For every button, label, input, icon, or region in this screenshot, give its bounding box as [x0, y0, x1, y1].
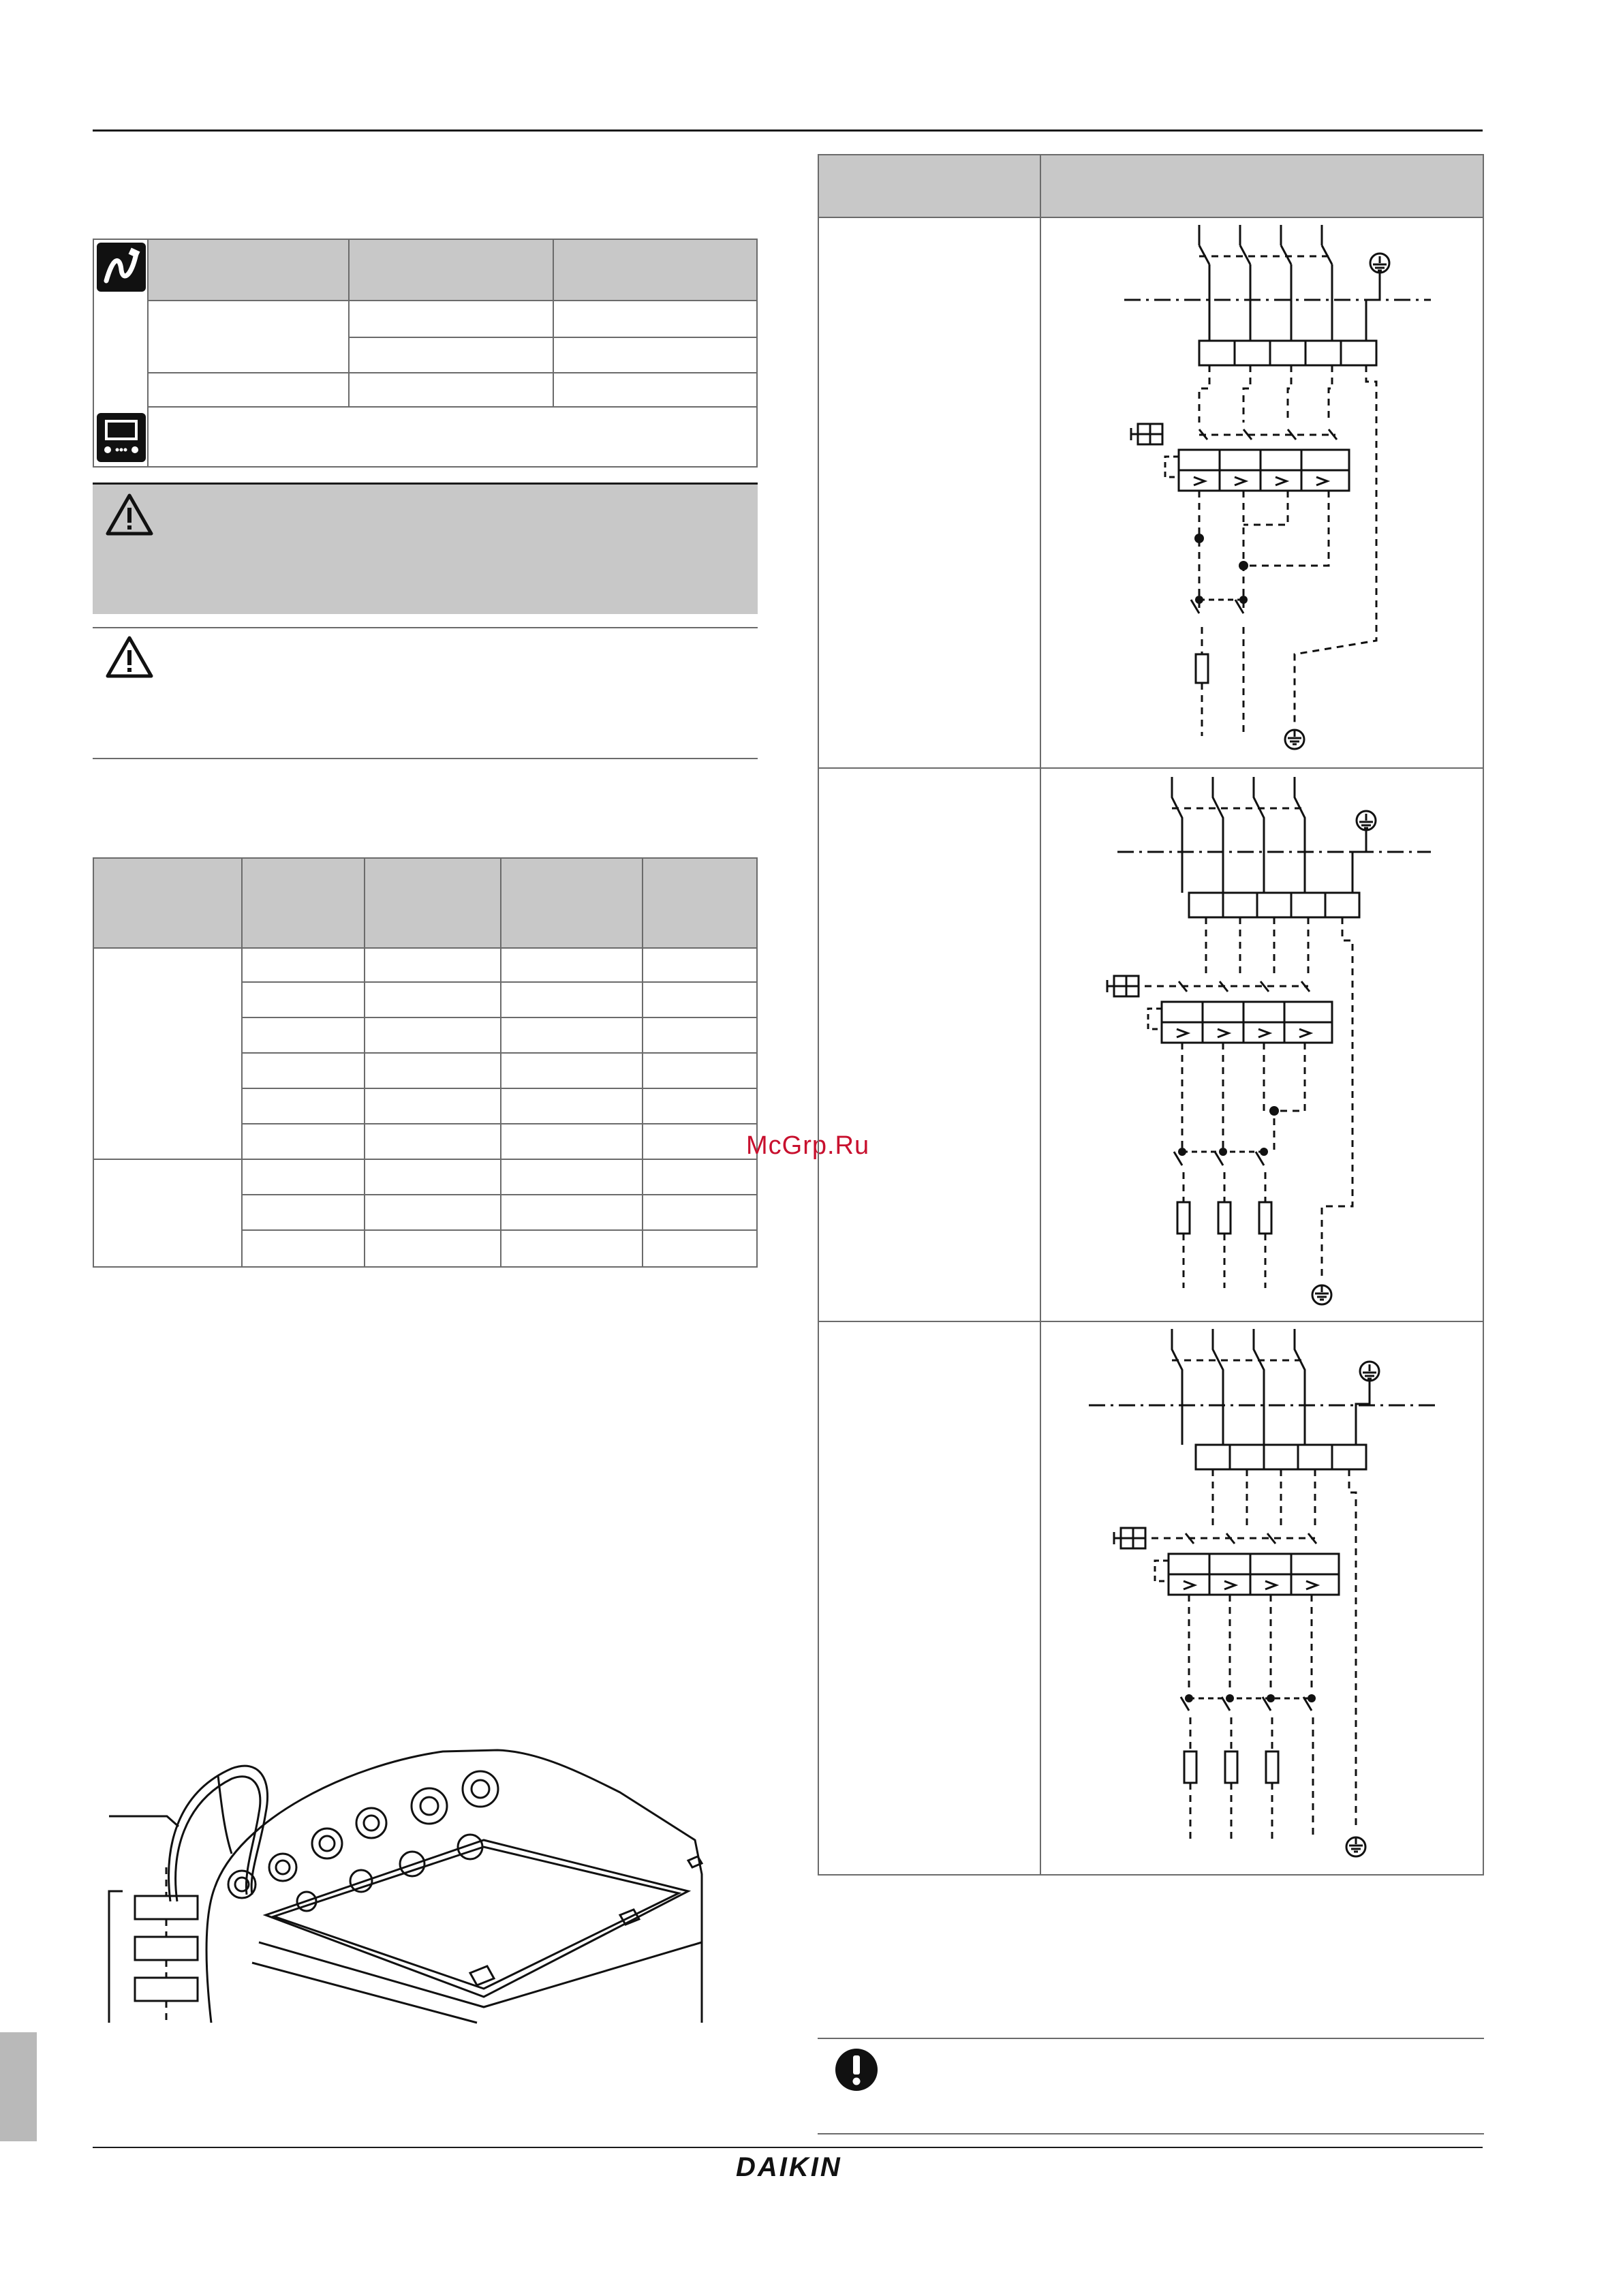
power-table-header — [147, 239, 758, 301]
circuit-diagram-1 — [1111, 218, 1444, 763]
caution-triangle-icon — [105, 635, 154, 679]
notice-box — [818, 2038, 1484, 2134]
chapter-tab — [0, 2032, 37, 2141]
circuit-table-header — [818, 154, 1484, 218]
caution-box — [93, 627, 758, 759]
power-spec-block — [93, 239, 758, 468]
watermark-text: McGrp.Ru — [746, 1131, 870, 1160]
notice-exclamation-icon — [833, 2046, 880, 2094]
circuit-diagram-3 — [1083, 1322, 1451, 1867]
circuit-diagram-2 — [1104, 770, 1444, 1308]
bottom-rule — [93, 2147, 1483, 2148]
user-interface-icon — [97, 413, 146, 462]
wiring-table-header — [93, 857, 758, 949]
brand-logo: DAIKIN — [736, 2152, 842, 2182]
warning-triangle-icon — [105, 493, 154, 536]
wiring-spec-table — [93, 857, 758, 1268]
top-rule — [93, 129, 1483, 132]
warning-box — [93, 483, 758, 614]
power-plug-icon — [97, 243, 146, 292]
unit-illustration — [102, 1738, 729, 2024]
